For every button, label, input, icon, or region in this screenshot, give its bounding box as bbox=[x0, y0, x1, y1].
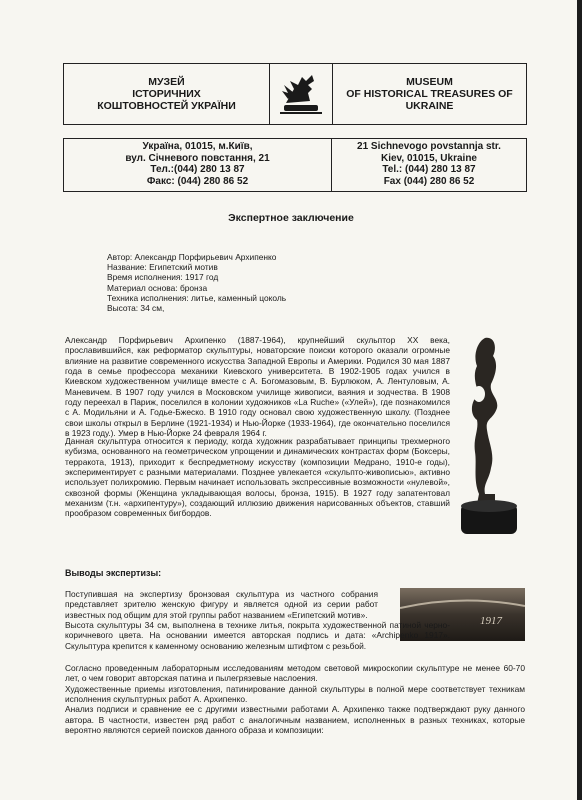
museum-logo bbox=[270, 64, 333, 124]
findings-5: Анализ подписи и сравнение ее с другими известными работами А. Архипенко также подтверждают руку данного автора. В частности, известен ряд работ с аналогичным названием, исполненных в разных техниках, которые вероятно являются серией поисков данного образа и композиции: bbox=[65, 704, 525, 736]
biography-paragraph: Александр Порфирьевич Архипенко (1887-1964), крупнейший скульптор XX века, прославившийся, как реформатор скульптуры, новаторские поиски которого оказали огромные влияние на развитие современного искусства Западной Европы и Америки. Родился 30 мая 1887 года в семье профессора механики Киевского университета. В 1902-1905 годах учился в Киевском художественном училище вместе с А. Богомазовым, В. Бурлюком, А. Лентуловым, А. Маневичем. В 1907 году учился в Московском училище живописи, ваяния и зодчества. В 1908 году переехал в Париж, поселился в колонии художников «La Ruche» («Улей»), где познакомился с А. Модильяни и А. Годье-Бжеско. В 1910 году основал свою художественную школу. (Позднее свои школы открыл в Берлине (1921-1934) и Нью-Йорке (1933-1964), где окончательно поселился в 1923 году.). Умер в Нью-Йорке 24 февраля 1964 г. bbox=[65, 335, 450, 439]
findings-3: Согласно проведенным лабораторным исследованиям методом световой микроскопии скульптуре не менее 60-70 лет, о чем говорит авторская патина и пылегрязевые наслоения. bbox=[65, 663, 525, 684]
museum-name-ua-text: МУЗЕЙ ІСТОРИЧНИХ КОШТОВНОСТЕЙ УКРАЇНИ bbox=[97, 76, 236, 112]
museum-name-en-text: MUSEUM OF HISTORICAL TREASURES OF UKRAINE bbox=[346, 76, 513, 112]
findings-4: Художественные приемы изготовления, патинирование данной скульптуры в полной мере соответствует техникам исполнения скульптурных работ А. Архипенко. bbox=[65, 683, 525, 705]
meta-height: Высота: 34 см, bbox=[107, 303, 165, 314]
meta-title: Название: Египетский мотив bbox=[107, 262, 218, 273]
artwork-details bbox=[107, 252, 286, 313]
address-box bbox=[63, 138, 527, 192]
engraved-date: 1917 bbox=[480, 615, 502, 627]
sculpture-photo bbox=[455, 334, 523, 542]
meta-technique: Техника исполнения: литье, каменный цоколь bbox=[107, 292, 287, 303]
sculpture-image bbox=[455, 334, 523, 542]
griffin-logo-icon bbox=[274, 71, 328, 117]
period-paragraph: Данная скульптура относится к периоду, когда художник разрабатывает принципы трехмерного кубизма, основанного на геометрическом упрощении и динамических контрастах форм (Боксеры, терракота, 1913), приходит к беспредметному искусству (композиции Медрано, 1910-е годы), экспериментирует с разными материалами. Позднее увлекается «скульпто-живописью», активно использует полихромию. Первым начинает использовать экспрессивные возможности «нулевой», сквозной формы (Женщина укладывающая волосы, бронза, 1915). В 1927 году запатентовал механизм (т.н. «архипентуру»), создающий иллюзию движения нарисованных объектов, ставший прообразом современных бигбордов. bbox=[65, 436, 450, 519]
meta-material: Материал основа: бронза bbox=[107, 282, 208, 293]
letterhead bbox=[63, 63, 527, 125]
findings-2: Высота скульптуры 34 см, выполнена в технике литья, покрыта художественной патиной черно-коричневого цвета. На основании имеется авторская подпись и дата: «Archipenko 1917». Скульптура крепится к каменному основанию железным штифтом с резьбой. bbox=[65, 620, 450, 651]
museum-name-en bbox=[333, 64, 526, 124]
findings-heading: Выводы экспертизы: bbox=[65, 568, 162, 578]
museum-name-ua bbox=[64, 64, 270, 124]
meta-date: Время исполнения: 1917 год bbox=[107, 272, 219, 283]
document-title: Экспертное заключение bbox=[228, 212, 354, 224]
findings-1: Поступившая на экспертизу бронзовая скульптура из частного собрания представляет зрителю женскую фигуру и является одной из серии работ известных под общим для этой группы работ названием «Египетский мотив». bbox=[65, 589, 378, 620]
address-ua: Україна, 01015, м.Київ, вул. Січневого повстання, 21 Тел.:(044) 280 13 87 Факс: (044) 280 86 52 bbox=[64, 139, 332, 191]
meta-author: Автор: Александр Порфирьевич Архипенко bbox=[107, 252, 277, 262]
address-en: 21 Sichnevogo povstannja str. Kiev, 01015, Ukraine Tel.: (044) 280 13 87 Fax (044) 280 86 52 bbox=[357, 141, 501, 187]
scan-edge bbox=[577, 0, 582, 800]
findings-continued bbox=[65, 640, 525, 735]
